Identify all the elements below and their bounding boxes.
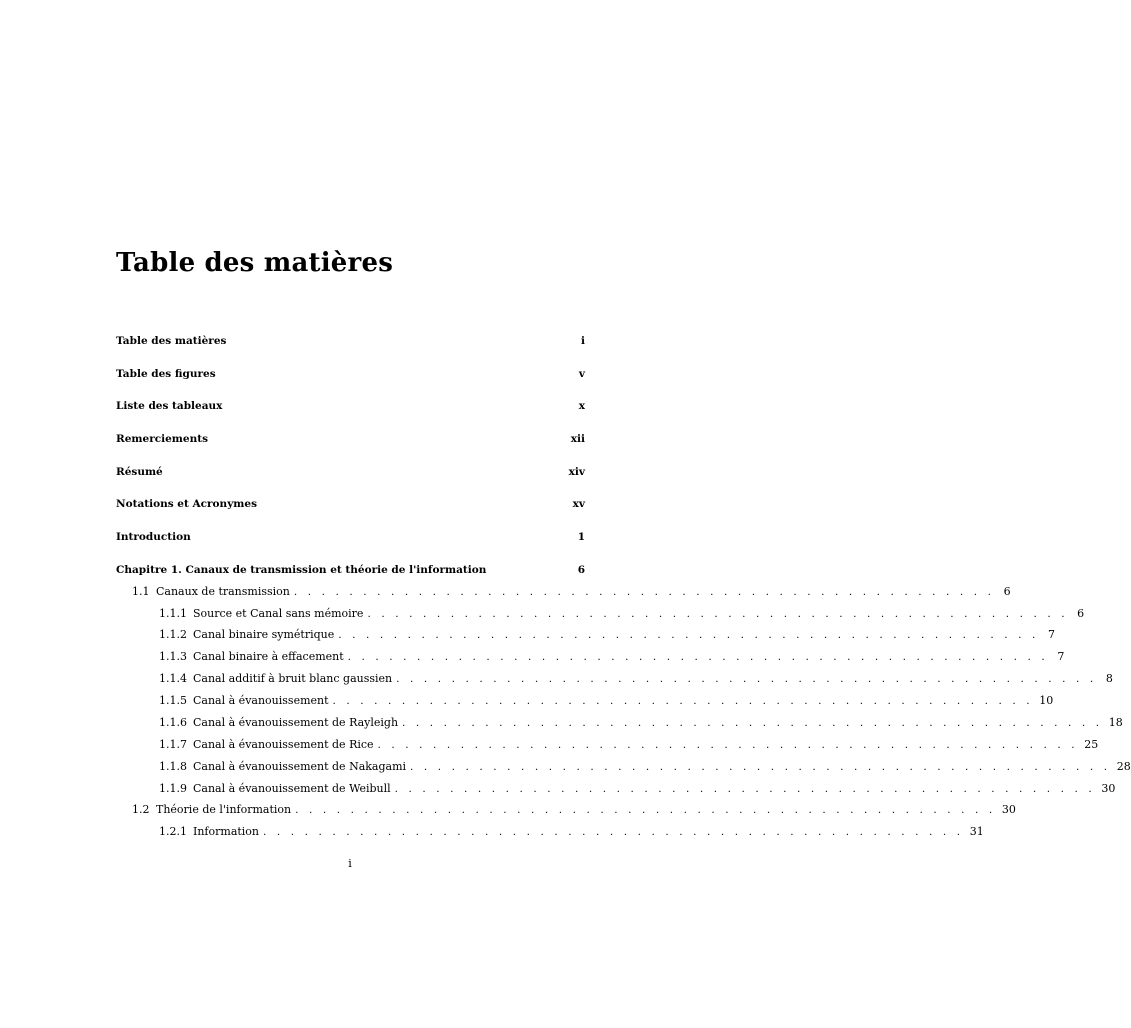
toc-section-number: 1.1.8 [159,760,187,773]
toc-section-page: 25 [1084,738,1099,751]
dot-leader: . . . . . . . . . . . . . . . . . . . . . . . . . . . . . . . . . . . . . . . . . . . . . . . . . . . [394,783,1096,795]
dot-leader: . . . . . . . . . . . . . . . . . . . . . . . . . . . . . . . . . . . . . . . . . . . . . . . . . . . [347,651,1049,663]
toc-section-page: 28 [1116,760,1131,773]
page-number: i [348,857,352,870]
toc-entry-page: xii [570,433,585,445]
dot-leader: . . . . . . . . . . . . . . . . . . . . . . . . . . . . . . . . . . . . . . . . . . . . . . . . . . . [293,586,995,598]
toc-section-number: 1.1.2 [159,628,187,641]
toc-entry-page: 6 [577,564,585,576]
toc-section-number: 1.1.3 [159,650,187,663]
toc-entry-label: Chapitre 1. Canaux de transmission et théorie de l'information [116,564,487,576]
toc-section-label: Canal à évanouissement de Rayleigh [193,716,399,729]
dot-leader: . . . . . . . . . . . . . . . . . . . . . . . . . . . . . . . . . . . . . . . . . . . . . . . . . . . [332,695,1034,707]
toc-entry-page: i [581,335,585,347]
toc-section-label: Canaux de transmission [156,585,290,598]
toc-subsection-entry[interactable] [116,607,1085,621]
toc-section-number: 1.1.4 [159,672,187,685]
toc-entry-label: Remerciements [116,433,208,445]
toc-entry-page: xv [572,498,585,510]
toc-section-number: 1.1.7 [159,738,187,751]
toc-section-label: Canal à évanouissement de Nakagami [193,760,407,773]
toc-section-label: Canal à évanouissement de Weibull [193,782,391,795]
toc-entry-label: Résumé [116,466,163,478]
toc-section-page: 31 [969,825,984,838]
toc-section-label: Information [193,825,260,838]
toc-section-label: Théorie de l'information [156,803,292,816]
toc-entry-page: v [578,368,585,380]
toc-entry[interactable] [116,497,585,511]
toc-section-number: 1.1.9 [159,782,187,795]
toc-entry-label: Table des figures [116,368,216,380]
toc-section-number: 1.1.5 [159,694,187,707]
toc-subsection-entry[interactable] [116,738,1099,752]
toc-section-page: 10 [1039,694,1054,707]
toc-entry[interactable] [116,530,585,544]
toc-entry-label: Introduction [116,531,191,543]
toc-entry-label: Notations et Acronymes [116,498,257,510]
toc-entry-page: xiv [568,466,585,478]
dot-leader: . . . . . . . . . . . . . . . . . . . . . . . . . . . . . . . . . . . . . . . . . . . . . . . . . . . [263,826,964,838]
toc-section-label: Canal à évanouissement [193,694,329,707]
toc-section-number: 1.1 [132,585,150,598]
toc-section-number: 1.1.1 [159,607,187,620]
toc-chapter-entry[interactable] [116,563,585,577]
toc-subsection-entry[interactable] [116,628,1055,642]
toc-subsection-entry[interactable] [116,825,984,839]
toc-section-entry[interactable] [116,803,1016,817]
toc-subsection-entry[interactable] [116,672,1113,686]
toc-entry[interactable] [116,432,585,446]
toc-section-label: Canal à évanouissement de Rice [193,738,374,751]
toc-section-number: 1.2.1 [159,825,187,838]
toc-entry-page: 1 [577,531,585,543]
dot-leader: . . . . . . . . . . . . . . . . . . . . . . . . . . . . . . . . . . . . . . . . . . . . . . . . . . . [367,608,1069,620]
toc-entry-label: Liste des tableaux [116,400,223,412]
toc-subsection-entry[interactable] [116,694,1054,708]
toc-section-number: 1.2 [132,803,150,816]
toc-section-label: Canal binaire symétrique [193,628,335,641]
toc-entry-label: Table des matières [116,335,227,347]
toc-section-entry[interactable] [116,585,1011,599]
toc-entry[interactable] [116,367,585,381]
toc-section-page: 6 [1077,607,1085,620]
toc-subsection-entry[interactable] [116,650,1065,664]
toc-subsection-entry[interactable] [116,716,1123,730]
toc-entry[interactable] [116,399,585,413]
toc-section-page: 30 [1001,803,1016,816]
toc-section-page: 7 [1057,650,1065,663]
toc-entry[interactable] [116,334,585,348]
dot-leader: . . . . . . . . . . . . . . . . . . . . . . . . . . . . . . . . . . . . . . . . . . . . . . . . . . . [410,761,1111,773]
toc-section-page: 18 [1108,716,1123,729]
toc-section-label: Canal binaire à effacement [193,650,344,663]
dot-leader: . . . . . . . . . . . . . . . . . . . . . . . . . . . . . . . . . . . . . . . . . . . . . . . . . . . [402,717,1103,729]
toc-entry-page: x [578,400,585,412]
toc-section-page: 7 [1047,628,1055,641]
toc-section-page: 6 [1003,585,1011,598]
dot-leader: . . . . . . . . . . . . . . . . . . . . . . . . . . . . . . . . . . . . . . . . . . . . . . . . . . . [396,673,1097,685]
toc-section-page: 8 [1105,672,1113,685]
toc-section-label: Source et Canal sans mémoire [193,607,364,620]
toc-subsection-entry[interactable] [116,782,1116,796]
page-title: Table des matières [116,248,394,278]
toc-section-page: 30 [1101,782,1116,795]
toc-entry[interactable] [116,465,585,479]
dot-leader: . . . . . . . . . . . . . . . . . . . . . . . . . . . . . . . . . . . . . . . . . . . . . . . . . . . [338,629,1039,641]
dot-leader: . . . . . . . . . . . . . . . . . . . . . . . . . . . . . . . . . . . . . . . . . . . . . . . . . . . [377,739,1079,751]
toc-subsection-entry[interactable] [116,760,1131,774]
toc-section-number: 1.1.6 [159,716,187,729]
dot-leader: . . . . . . . . . . . . . . . . . . . . . . . . . . . . . . . . . . . . . . . . . . . . . . . . . . . [295,804,996,816]
toc-section-label: Canal additif à bruit blanc gaussien [193,672,393,685]
